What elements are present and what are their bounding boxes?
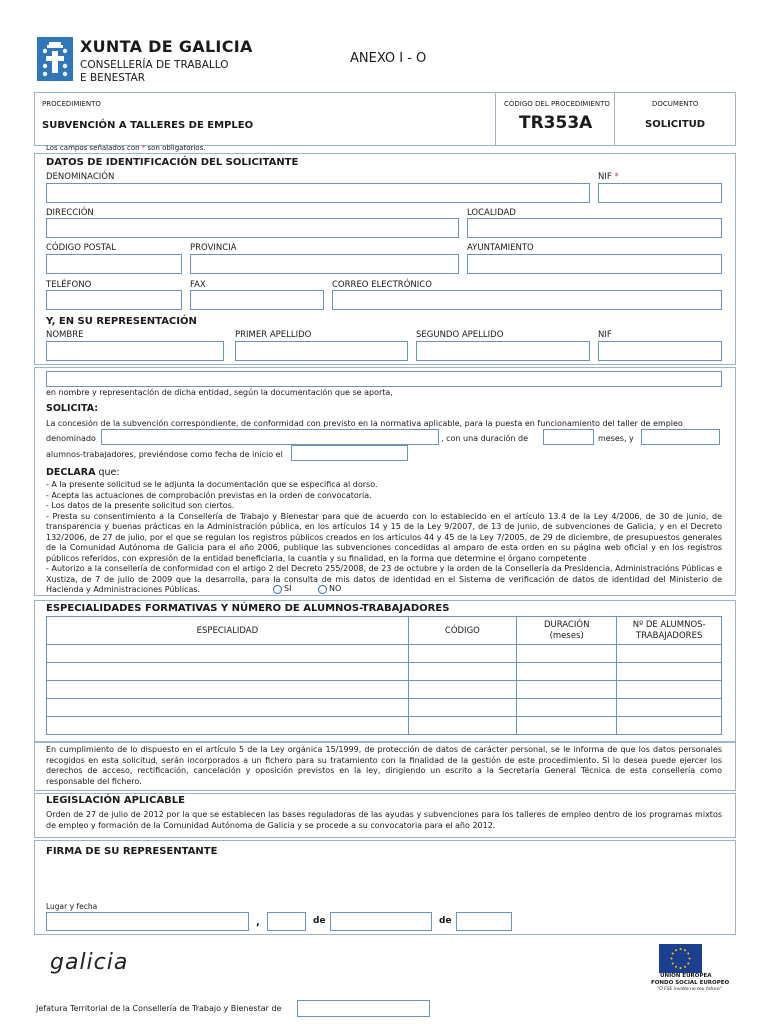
cell-input[interactable] [516,645,616,663]
consent-no-radio[interactable] [318,585,327,594]
galicia-shield-icon [37,37,73,81]
firma-title: FIRMA DE SU REPRESENTANTE [46,846,218,857]
fax-label: FAX [190,280,206,290]
alumnos-number-input[interactable] [641,429,720,445]
codigo-postal-label: CÓDIGO POSTAL [46,243,116,253]
rep-nif-input[interactable] [598,341,722,361]
primer-apellido-input[interactable] [235,341,408,361]
codigo-postal-input[interactable] [46,254,182,274]
table-header-row [47,617,722,645]
rep-nif-label: NIF [598,330,612,340]
cell-input[interactable] [516,717,616,735]
localidad-label: LOCALIDAD [467,208,516,218]
solicita-intro: en nombre y representación de dicha entidad, según la documentación que se aporta, [46,388,393,397]
dia-input[interactable] [267,912,306,931]
org-sub1: CONSELLERÍA DE TRABALLO [80,59,229,71]
de-label-2: de [439,916,452,926]
cell-input[interactable] [617,699,722,717]
declara-title: DECLARA [46,467,96,478]
cell-input[interactable] [516,681,616,699]
direccion-label: DIRECCIÓN [46,208,94,218]
cell-input[interactable] [47,699,409,717]
alumnos-label: alumnos-trabajadores, previéndose como fecha de inicio el [46,450,283,459]
org-name: XUNTA DE GALICIA [80,37,253,56]
cell-input[interactable] [408,663,516,681]
legislacion-text: Orden de 27 de julio de 2012 por la que se establecen las bases reguladoras de las ayudas y subvenciones para los talleres de empleo dentro de los programas mixtos de empleo y formación de la Comunidad Autónoma de Galicia y se procede a su convocatoria para el año 2012. [46,810,722,830]
nif-input[interactable] [598,183,722,203]
cell-input[interactable] [47,645,409,663]
legislacion-title: LEGISLACIÓN APLICABLE [46,795,185,806]
segundo-apellido-input[interactable] [416,341,590,361]
eu-flag [659,944,702,973]
denominacion-input[interactable] [46,183,590,203]
annex-title: ANEXO I - O [350,51,427,66]
jefatura-input[interactable] [297,1000,430,1017]
consent-si-label: SÍ [284,584,292,593]
proc-divider-2 [614,92,615,146]
localidad-input[interactable] [467,218,722,238]
cell-input[interactable] [408,645,516,663]
especialidades-table [46,616,722,735]
col-alumnos-1: Nº DE ALUMNOS- [632,619,706,630]
eu-flag-icon [659,944,702,973]
solicitante-title: DATOS DE IDENTIFICACIÓN DEL SOLICITANTE [46,157,299,168]
codigo-value: TR353A [519,113,593,133]
mes-input[interactable] [330,912,432,931]
proteccion-text: En cumplimiento de lo dispuesto en el artículo 5 de la Ley orgánica 15/1999, de protección de datos de carácter personal, se le informa de que los datos personales recogidos en esta solicitud, serán incorporados a un fichero para su tratamiento con la finalidad de la gestión de este procedimiento. Si lo desea puede ejercer los derechos de acceso, rectificación, cancelación y oposición previstos en la ley, dirigiendo un escrito a la Secretaría General Técnica de esta consellería como responsable del fichero. [46,745,722,786]
galicia-wordmark: galicia [50,950,129,975]
solicita-title: SOLICITA: [46,403,99,414]
cell-input[interactable] [408,717,516,735]
col-especialidad: ESPECIALIDAD [47,617,409,645]
fax-input[interactable] [190,290,324,310]
consent-si-radio[interactable] [273,585,282,594]
col-codigo: CÓDIGO [408,617,516,645]
cell-input[interactable] [617,663,722,681]
especialidades-title: ESPECIALIDADES FORMATIVAS Y NÚMERO DE ALUMNOS-TRABAJADORES [46,603,450,614]
eu-text-2: FONDO SOCIAL EUROPEO [651,980,730,986]
nombre-input[interactable] [46,341,224,361]
nombre-label: NOMBRE [46,330,84,340]
procedure-box [34,92,736,146]
declara-item-5: - Autorizo a la consellería de conformidad con el artigo 2 del Decreto 255/2008, de 23 de octubre y la orden de la Consellería da Presidencia, Administracións Públicas e Xustiza, de 7 de julio de 2009 que la desarrolla, para la consulta de mis datos de identidad en el Sistema de verificación de datos de identidad del Ministerio de Hacienda y Administraciones Públicas. [46,564,722,595]
anio-input[interactable] [456,912,512,931]
table-row [47,681,722,699]
documento-value: SOLICITUD [645,119,706,130]
denominacion-label: DENOMINACIÓN [46,172,115,182]
lugar-input[interactable] [46,912,249,931]
cell-input[interactable] [47,717,409,735]
documento-label: DOCUMENTO [652,100,699,108]
procedimiento-label: PROCEDIMIENTO [42,100,101,108]
table-row [47,717,722,735]
galicia-logo [50,950,128,975]
correo-input[interactable] [332,290,722,310]
nif-label [598,172,619,182]
declara-item-2: - Acepta las actuaciones de comprobación previstas en la orden de convocatoria. [46,490,372,500]
segundo-apellido-label: SEGUNDO APELLIDO [416,330,504,340]
declara-heading [46,468,120,479]
cell-input[interactable] [47,681,409,699]
procedimiento-value: SUBVENCIÓN A TALLERES DE EMPLEO [42,120,254,131]
codigo-label: CÓDIGO DEL PROCEDIMIENTO [504,100,610,108]
ayuntamiento-input[interactable] [467,254,722,274]
table-row [47,645,722,663]
correo-label: CORREO ELECTRÓNICO [332,280,432,290]
cell-input[interactable] [47,663,409,681]
cell-input[interactable] [516,663,616,681]
col-duracion [516,617,616,645]
xunta-logo [37,37,73,81]
nif-required-star: * [614,172,619,182]
cell-input[interactable] [408,681,516,699]
provincia-input[interactable] [190,254,459,274]
cell-input[interactable] [617,717,722,735]
lugar-comma: , [256,917,260,928]
meses-y-label: meses, y [598,434,634,443]
taller-denominado-input[interactable] [101,429,439,445]
declara-item-1: - A la presente solicitud se le adjunta la documentación que se especifica al dorso. [46,480,378,489]
cell-input[interactable] [408,699,516,717]
required-star: * [141,144,146,152]
cell-input[interactable] [617,681,722,699]
eu-text-1: UNIÓN EUROPEA [660,973,712,979]
direccion-input[interactable] [46,218,459,238]
table-row [47,663,722,681]
jefatura-label: Jefatura Territorial de la Consellería de Trabajo y Bienestar de [36,1004,282,1013]
required-note [46,144,205,152]
proc-divider-1 [495,92,496,146]
representacion-title: Y, EN SU REPRESENTACIÓN [46,316,197,327]
col-duracion-2: (meses) [549,630,584,641]
lugar-fecha-label: Lugar y fecha [46,902,98,911]
entidad-input[interactable] [46,371,722,387]
col-alumnos-2: TRABAJADORES [636,630,703,641]
cell-input[interactable] [516,699,616,717]
declara-item-3: - Los datos de la presente solicitud son ciertos. [46,501,235,510]
eu-text-3: "O FSE inviste no teu futuro" [657,987,722,992]
solicita-line1: La concesión de la subvención correspondiente, de conformidad con previsto en la normativa aplicable, para la puesta en funcionamiento del taller de empleo [46,419,683,428]
telefono-input[interactable] [46,290,182,310]
nif-label-text: NIF [598,172,612,182]
cell-input[interactable] [617,645,722,663]
primer-apellido-label: PRIMER APELLIDO [235,330,312,340]
duracion-input[interactable] [543,429,594,445]
col-duracion-1: DURACIÓN [543,619,590,630]
required-note-post: son obligatorios. [145,144,206,152]
de-label-1: de [313,916,326,926]
table-row [47,699,722,717]
col-alumnos [617,617,722,645]
required-note-pre: Los campos señalados con [46,144,142,152]
consent-no-label: NO [329,584,342,593]
declara-item-4: - Presta su consentimiento a la Consellería de Trabajo y Bienestar para que de acuerdo con lo establecido en el artículo 13.4 de la Ley 4/2006, de 30 de junio, de transparencia y buenas prácticas en la Administración pública, en los artículos 14 y 15 de la Ley 9/2007, de 13 de junio, de subvenciones de Galicia, y en el Decreto 132/2006, de 27 de julio, por el que se regulan los registros públicos creados en los artículos 44 y 45 de la Ley 7/2005, de 29 de diciembre, de presupuestos generales de la Comunidad Autónoma de Galicia para el año 2006, publique las subvenciones concedidas al amparo de esta orden en su página web oficial y en los registros públicos referidos, con expresión de la entidad beneficiaria, la cuantía y su finalidad, en la forma que determine el órgano competente [46,511,722,563]
declara-que: que: [95,467,120,478]
telefono-label: TELÉFONO [46,280,92,290]
fecha-inicio-input[interactable] [291,445,408,461]
ayuntamiento-label: AYUNTAMIENTO [467,243,534,253]
provincia-label: PROVINCIA [190,243,237,253]
org-sub2: E BENESTAR [80,72,146,84]
duracion-label: , con una duración de [441,434,529,443]
denominado-label: denominado [46,434,96,443]
